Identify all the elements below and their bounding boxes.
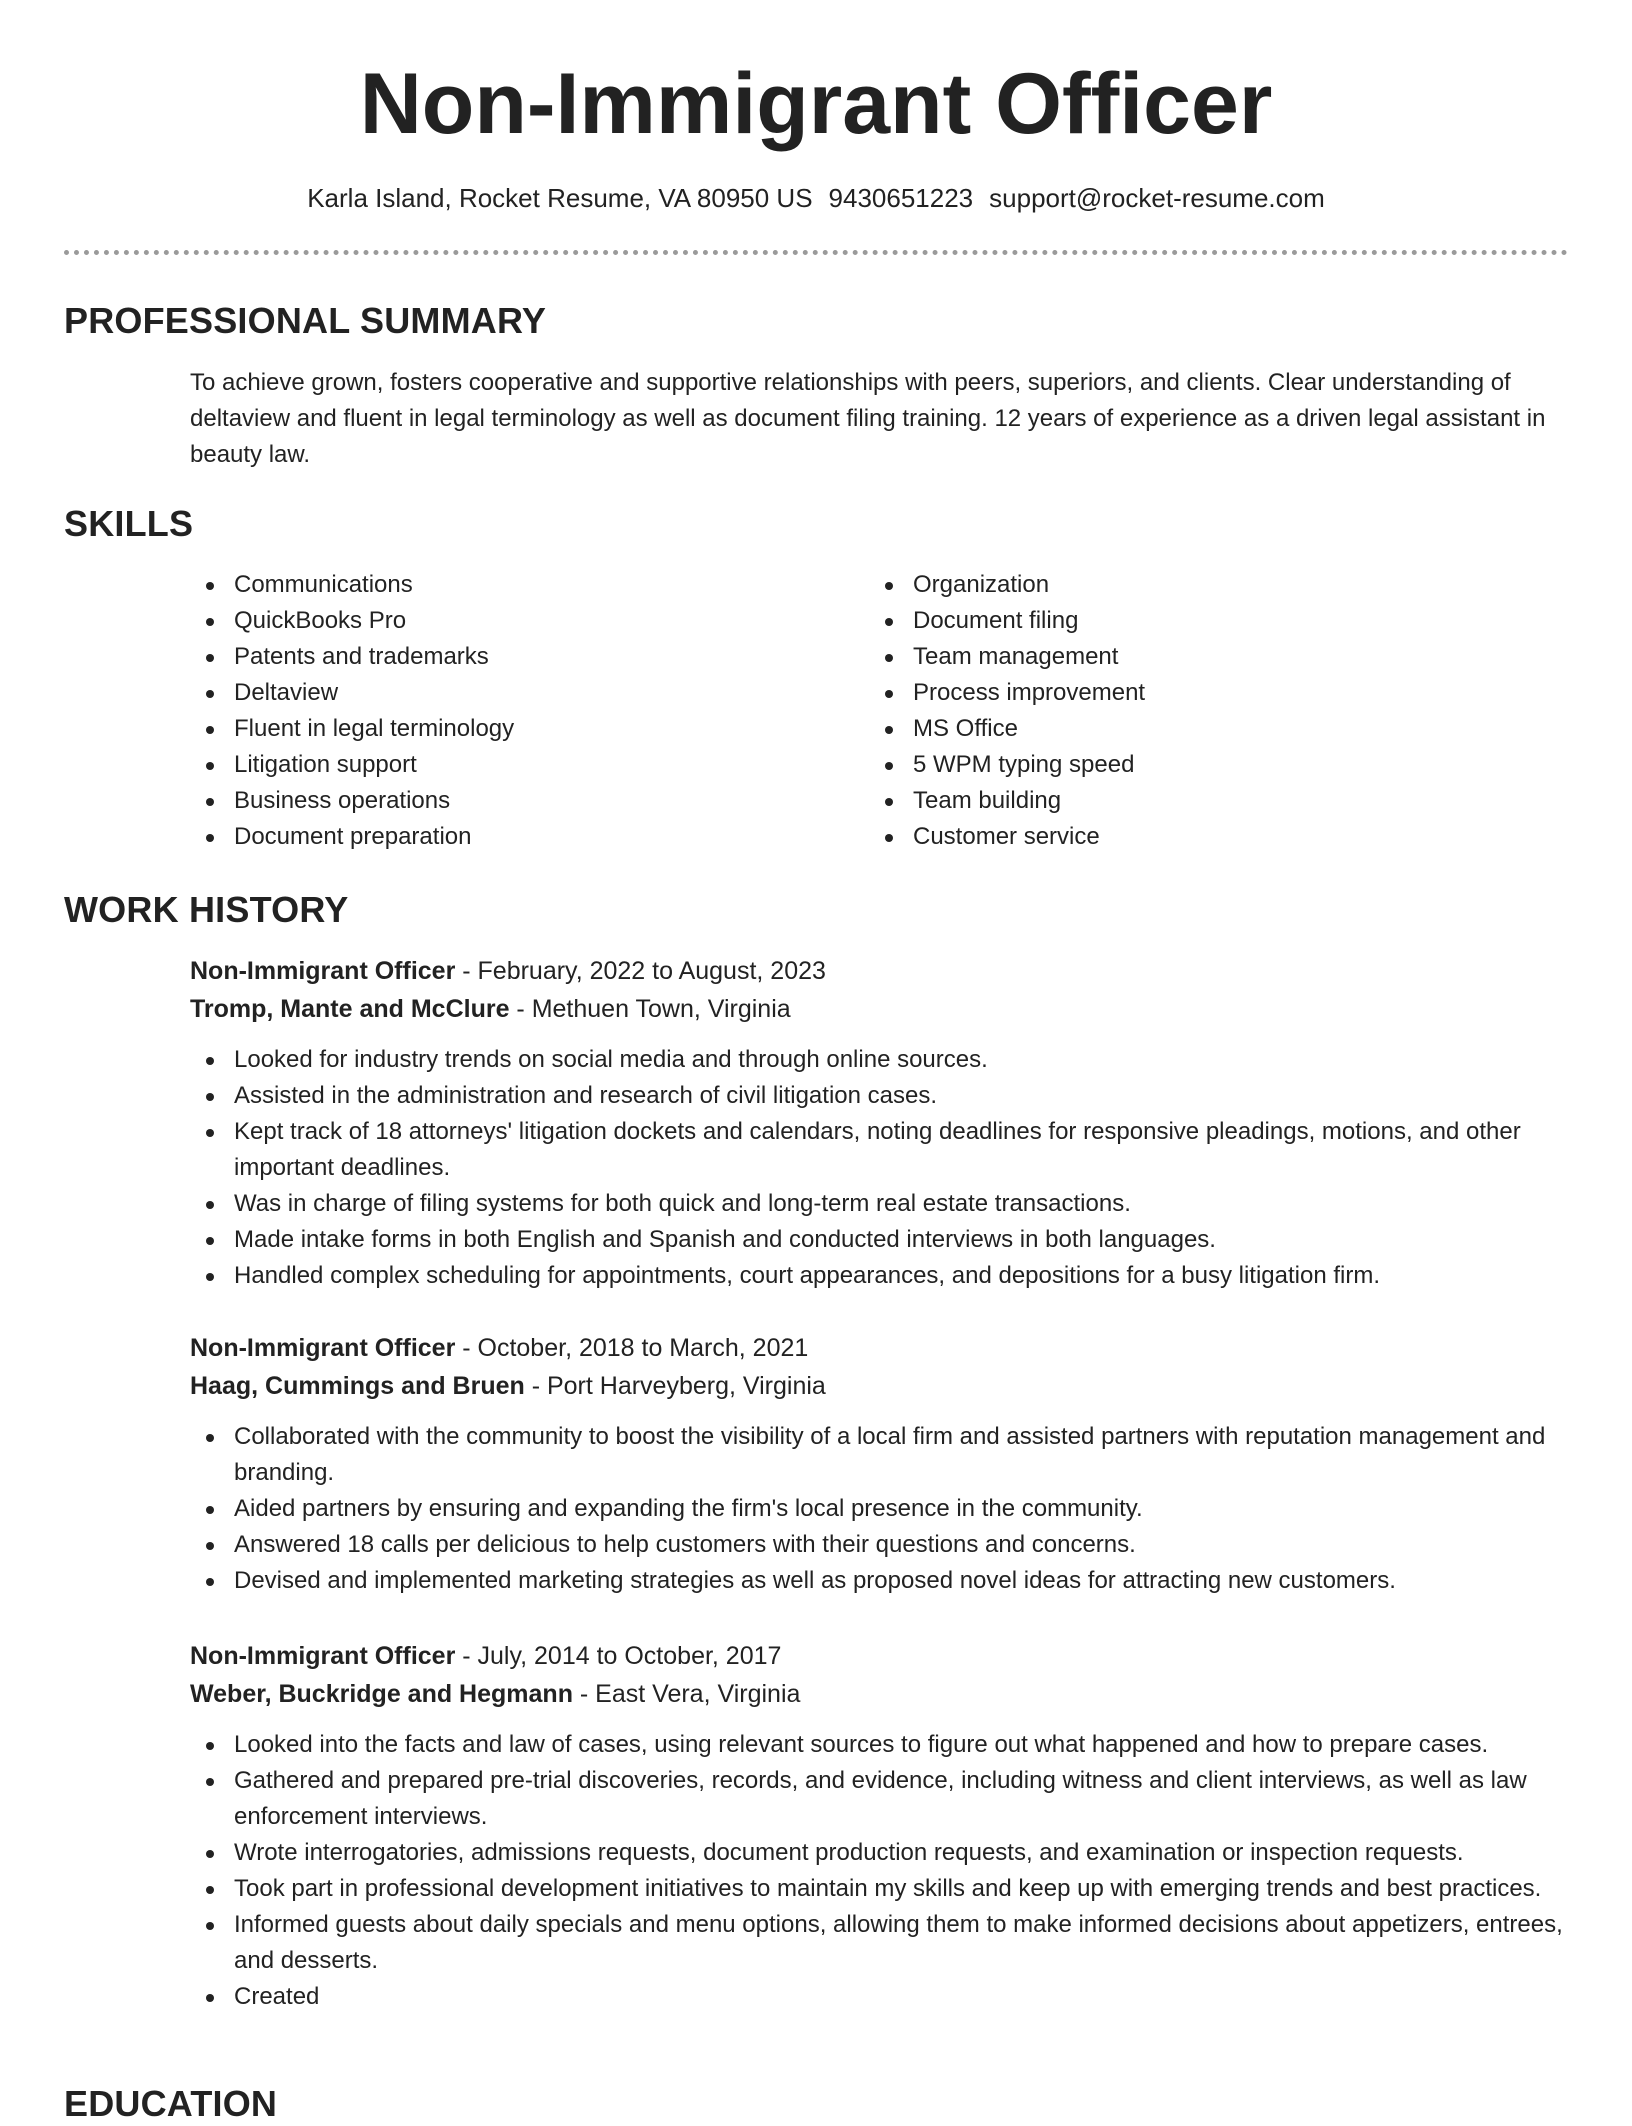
job-duties-list [190,1727,1570,2015]
job-duty: Wrote interrogatories, admissions requests, document production requests, and examination or inspection requests. [190,1835,1570,1871]
skill-item: QuickBooks Pro [190,603,514,639]
job-role-line [190,952,1570,990]
job-entry [190,1329,1570,1599]
contact-email: support@rocket-resume.com [989,183,1325,213]
job-location: - East Vera, Virginia [572,1680,801,1708]
summary-heading: PROFESSIONAL SUMMARY [64,300,547,341]
education-heading: EDUCATION [64,2083,278,2124]
job-duty: Assisted in the administration and research of civil litigation cases. [190,1078,1570,1114]
job-duty: Gathered and prepared pre-trial discoveries, records, and evidence, including witness and client interviews, as well as law enforcement interviews. [190,1763,1570,1835]
job-duty: Made intake forms in both English and Spanish and conducted interviews in both languages. [190,1222,1570,1258]
job-duty: Devised and implemented marketing strategies as well as proposed novel ideas for attracting new customers. [190,1563,1570,1599]
skill-item: Business operations [190,783,514,819]
contact-phone: 9430651223 [828,183,974,213]
job-company: Haag, Cummings and Bruen [190,1372,525,1400]
skill-item: Document preparation [190,819,514,855]
job-duty: Collaborated with the community to boost the visibility of a local firm and assisted partners with reputation management and branding. [190,1419,1570,1491]
job-company-line [190,1367,1570,1405]
job-duty: Took part in professional development initiatives to maintain my skills and keep up with emerging trends and best practices. [190,1871,1570,1907]
job-entry [190,1637,1570,2015]
job-role-line [190,1329,1570,1367]
job-role-line [190,1637,1570,1675]
job-location: - Port Harveyberg, Virginia [524,1372,826,1400]
work-history-heading: WORK HISTORY [64,889,349,930]
skill-item: Litigation support [190,747,514,783]
skill-item: Team management [869,639,1145,675]
job-duty: Was in charge of filing systems for both quick and long-term real estate transactions. [190,1186,1570,1222]
job-company-line [190,1675,1570,1713]
skill-item: Customer service [869,819,1145,855]
skills-heading: SKILLS [64,503,194,544]
skill-item: 5 WPM typing speed [869,747,1145,783]
job-duty: Created [190,1979,1570,2015]
job-duty: Informed guests about daily specials and menu options, allowing them to make informed decisions about appetizers, entrees, and desserts. [190,1907,1570,1979]
skill-item: Process improvement [869,675,1145,711]
job-duty: Looked for industry trends on social media and through online sources. [190,1042,1570,1078]
skill-item: Team building [869,783,1145,819]
job-company-line [190,990,1570,1028]
job-role: Non-Immigrant Officer [190,1334,456,1362]
job-duties-list [190,1042,1570,1294]
job-role: Non-Immigrant Officer [190,957,456,985]
header-divider [64,250,1568,255]
skill-item: MS Office [869,711,1145,747]
skill-item: Deltaview [190,675,514,711]
skills-list-left [190,567,514,855]
job-company: Tromp, Mante and McClure [190,995,510,1023]
job-duty: Kept track of 18 attorneys' litigation dockets and calendars, noting deadlines for responsive pleadings, motions, and other important deadlines. [190,1114,1570,1186]
job-dates: - February, 2022 to August, 2023 [455,957,826,985]
skill-item: Document filing [869,603,1145,639]
skill-item: Patents and trademarks [190,639,514,675]
skill-item: Communications [190,567,514,603]
job-role: Non-Immigrant Officer [190,1642,456,1670]
job-duty: Looked into the facts and law of cases, using relevant sources to figure out what happened and how to prepare cases. [190,1727,1570,1763]
skill-item: Organization [869,567,1145,603]
job-company: Weber, Buckridge and Hegmann [190,1680,573,1708]
job-duties-list [190,1419,1570,1599]
job-duty: Handled complex scheduling for appointments, court appearances, and depositions for a busy litigation firm. [190,1258,1570,1294]
job-duty: Aided partners by ensuring and expanding the firm's local presence in the community. [190,1491,1570,1527]
job-entry [190,952,1570,1294]
contact-address: Karla Island, Rocket Resume, VA 80950 US [307,183,813,213]
job-dates: - July, 2014 to October, 2017 [455,1642,782,1670]
skills-list-right [869,567,1145,855]
job-dates: - October, 2018 to March, 2021 [455,1334,809,1362]
contact-line [0,180,1632,216]
job-location: - Methuen Town, Virginia [509,995,791,1023]
skill-item: Fluent in legal terminology [190,711,514,747]
resume-name: Non-Immigrant Officer [359,56,1273,152]
summary-text: To achieve grown, fosters cooperative and supportive relationships with peers, superiors, and clients. Clear understanding of deltaview and fluent in legal terminology as well as document filing training. 12 years of experience as a driven legal assistant in beauty law. [190,369,1546,468]
job-duty: Answered 18 calls per delicious to help customers with their questions and concerns. [190,1527,1570,1563]
